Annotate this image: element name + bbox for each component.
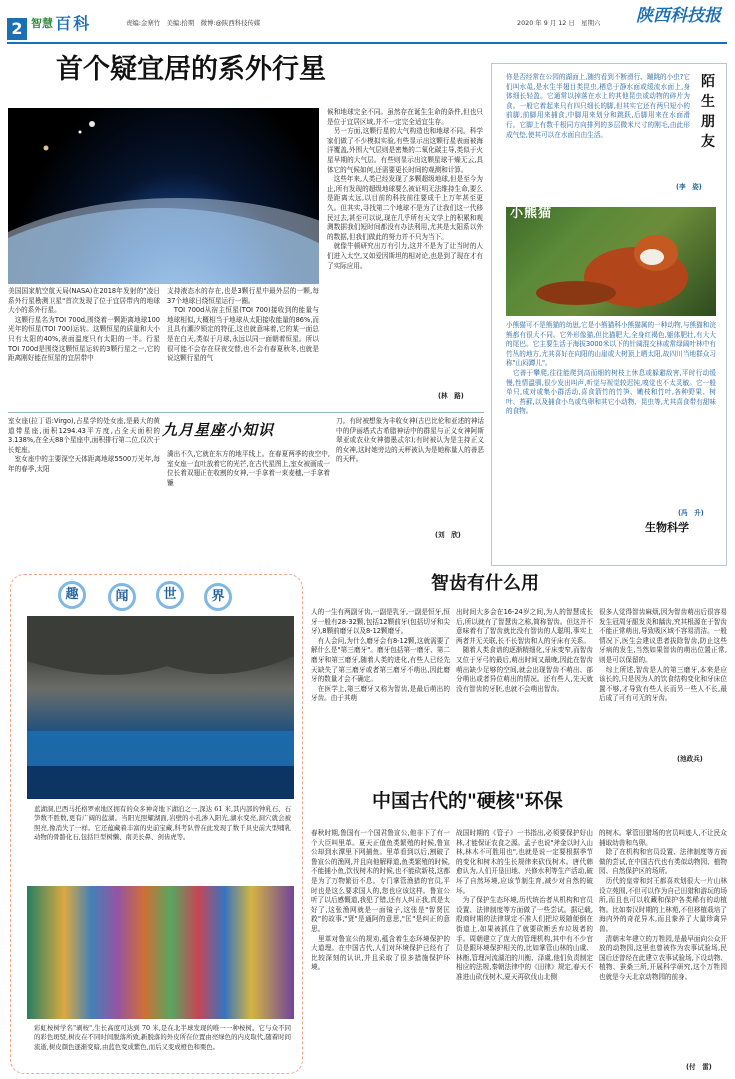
section-bai: 百 [55, 14, 72, 33]
sidebar-intro: 你是否经常在公园的湖面上,随约看到不断滑行、蹦跳的小虫?它们叫水黾,是水生半翅目类昆虫,栖息于静水面或缓流水面上,身体细长轻盈。它通常以掉落在水上的其他昆虫或动物的碎片为食。一般它着起来只有四只细长的脚,但其实它还有两只短小的前脚,前脚用来捕食,中脚用来划分和跳跃,后脚用来在水面滑行。它脚上有数千根同方向排列的多层微米尺寸的刚毛,由此形成气垫,使其可以在水面自由生活。 [506, 73, 690, 139]
section-label [31, 14, 121, 43]
section-zhihui: 智慧 [31, 17, 53, 30]
date-line: 2020 年 9 月 12 日 星期六 [517, 19, 601, 27]
planet-image [8, 108, 319, 284]
article3-col2: 出时间大多会在16-24岁之间,为人的智慧成长后,所以就有了智慧齿之称,简称智齿。但这并不意味着有了智齿就比没有智齿的人聪明,事实上两者并无关联,长不长智齿和人的牙床有关系。 随着人类食谱的逐渐精细化,牙床变窄,而智齿又位于牙弓的最后,萌出时间又最晚,因此在智齿萌出缺少足够的空间,就会出现智齿不萌出、部分萌出或者异位萌出的情况。还有些人,先天就没有智齿的牙胚,也就不会萌出智齿。 [456, 608, 593, 693]
article4-col2: 战国时期的《管子》一书指出,必须要保护好山林,才能保证农食之源。孟子也说"斧金以时入山林,林木不可胜用也",也就是说一定要根据季节的变化和树木的生长规律来砍伐树木。唐代韩愈认为,人们开垦田地、兴修水利等生产活动,破坏了自然环境,应该节制生育,减少对自然的破坏。 为了保护生态环境,历代统治者从机构和官员设置、法律制度等方面做了一些尝试。据记载,殷商时期的法律规定不准人们把垃圾随便倒在街道上,如果被抓住了就要砍断丢弃垃圾者的手。周朝建立了庞大的管理机构,其中有不少官员是跟环境保护相关的,比如掌管山林的山虞、林衡,管理河流湖泊的川衡、泽虞,他们负责制定相应的法规,秦朝法律中的《田律》规定,春天不准进山砍伐树木,夏天再砍伐山北侧 [456, 829, 593, 981]
article2-title: 九月星座小知识 [162, 421, 275, 439]
bio-science-label: 生物科学 [645, 521, 689, 534]
red-panda-illustration [506, 207, 716, 316]
article4-title: 中国古代的"硬核"环保 [372, 790, 563, 812]
fun-char-2: 闻 [108, 583, 136, 611]
fun-caption-2: 彩虹桉树学名"剥桉",生长高度可达到 70 米,是在北半球发现的唯一一种桉树。它与众不同的彩色斑驳,树皮在不同时间脱落所致,新脱落的外皮所在位置由亮绿色的内皮取代,随着时间流逝,树皮颜色逐渐变暗,由蓝色变成紫色,而后又变成橙色和栗色。 [34, 1024, 291, 1051]
article4-col1: 春秋时期,鲁国有一个国君鲁宣公,他非下了有一个大臣叫里革。夏天正值鱼类繁殖的时候,鲁宣公却到水潭里下网捕鱼。里革看到以后,割破了鲁宣公的渔网,并且向他解释道,鱼类繁殖的时候,不能捕小鱼,饮伐树木的时候,也不能砍新枝,这都是为了万物繁衍不息。专门掌管渔猎的官员,平时也是这么要求国人的,您也应该这样。鲁宣公听了以后感慨道,我犯了错,还有人纠正我,真是太好了,这张渔网就是一面镜子,这张是"智贤匡救"的故事,"贤"是通阿的意思,"匡"是纠正的意思。 里革对鲁宣公的规劝,蕴含着生态环境保护的大道理。在中国古代,人们对环境保护已经有了比较深刻的认识,并且采取了很多措施保护环境。 [311, 829, 450, 972]
article4-col3: 的树木。掌管田猎场的官员叫迹人,不让民众捕取幼兽和鸟卵。 除了在机构和官员设置、法律制度等方面做的尝试,在中国古代也有类似动物园、植物园、自然保护区的场所。 历代的皇帝和封王都喜欢划很大一片山林设立苑囿,不但可以作为自己田猎和游玩的场所,而且也可以收藏和保护各类稀有的动植物。比如秦汉时期的上林苑,不但移植栽培了海内外的奇花异木,而且豢养了大量珍禽异兽。 清朝末年建立的万牲园,是最早面向公众开放的动物园,这里也曾被作为农事试验场,民国后还曾经在此建立农事试验场,下设动物、植物、蚕桑三所,开展科学研究,这个万牲园也就是今天北京动物园的前身。 [599, 829, 727, 981]
article1-col3: 候和地球完全不同。虽然存在诞生生命的条件,但也只是位于宜居区域,并不一定完全适宜生存。 另一方面,这颗行星的大气构造也和地球不同。科学家们做了不少模拟实验,有些显示出这颗行星表面被海洋覆盖,外围大气层则是密集的二氧化碳主导,类似于火星早期的大气层。有些则显示出这颗星球干燥无云,具体它的气候如何,还需要更长时间的观测和计算。 这些年来,人类已经发现了多颗超级地球,但是至今为止,所有发现的超级地球要么被证明无法维持生命,要么是距离太远,以目前的科技前往要成千上万年甚至更久。但其实,寻找第二个地球不是为了让我们这一代移民过去,甚至可以说,现在几乎所有天文学上的积累和观测数据我们短时间都没有办法利用,尤其是太阳系以外的数据,但我们做此的努力并不只为当下。 就像牛顿研究出万有引力,这并不是为了让当时的人们进入太空,又如爱因斯坦的相对论,也是到了现在才有了实际应用。 [327, 108, 483, 270]
eucalyptus-illustration [27, 886, 294, 1019]
red-panda-image [506, 207, 716, 316]
rainbow-eucalyptus-image [27, 886, 294, 1019]
friend-char-1: 陌 [701, 74, 715, 90]
divider-1 [8, 412, 484, 413]
article3-col3: 很多人觉得智齿麻烦,因为智齿萌出后很容易发生冠周牙龈发炎和龋齿,究其根源在于智齿不能正常萌出,导致吸区域不容易清洁。一般情况下,医生会建议患者拔除智齿,防止这些牙病的发生,当然如果智齿的萌出位置正常,则是可以保留的。 综上所述,智齿是人的第三磨牙,本来是应该长的,只是因为人的饮食结构变化和牙床位置不够,才导致有些人长而另一些人不长,最后成了可有可无的牙齿。 [599, 608, 727, 703]
friend-char-4: 友 [701, 134, 715, 150]
fun-world-title [58, 581, 258, 613]
fun-char-4: 界 [204, 583, 232, 611]
panda-credit: (冯 升) [678, 509, 704, 517]
article3-title: 智齿有什么用 [431, 573, 539, 594]
fun-char-3: 世 [156, 581, 184, 609]
article4-credit: (付 雷) [686, 1063, 712, 1071]
header-rule [7, 42, 727, 44]
editor-line: 责编:金寨竹 美编:拾期 微博:@陕西科技传媒 [126, 19, 261, 27]
article2-col1: 室女座(拉丁语:Virgo),占星学的处女座,是最大的黄道带星座,面积1294.43平方度,占全天面积的3.138%,在全天88个星座中,面积排行第二位,仅次于长蛇座。 室女座中的主要深空天体距离地球5500万光年,每年的春季,太阳 [8, 417, 160, 473]
sidebar-intro-credit: (李 姿) [676, 183, 702, 191]
article3-col1: 人的一生有两副牙齿,一副是乳牙,一副是恒牙,恒牙一般有28-32颗,包括12颗前牙(包括切牙和尖牙),8颗前磨牙以及8-12颗磨牙。 有人会问,为什么磨牙会有8-12颗,这就需要了解什么是"第三磨牙"。磨牙包括第一磨牙、第二磨牙和第三磨牙,随着人类的进化,有些人已经先天缺失了第三磨牙或者第三磨牙不萌出,因此磨牙的数量才会不确定。 在医学上,第三磨牙又称为智齿,是最后萌出的牙齿。由于其萌 [311, 608, 450, 703]
panda-text: 小熊猫可不是熊猫的幼崽,它是小熊猫科小熊猫属的一种动物,与熊猫和浣熊都有很大不同。它外形像猫,但比猫肥大,全身红褐色,躯体肥壮,有大大的尾巴。它主要生活于海拔3000米以下的针阔混交林或常绿阔叶林中有竹丛的地方,尤其喜好在向阳的山崖或大树顶上晒太阳,故四川当地群众习称"山闷蹲儿"。 它善于攀爬,往往能爬到高而细的树枝上休息或躲避敌害,平时行动缓慢,性情温驯,很少发出叫声,听觉与视觉较迟钝,嗅觉也不太灵敏。它一般单只,成对或集小群活动,喜食箭竹的竹笋、嫩枝和竹叶,各种野果、树叶、苔藓,以及捕食小鸟或鸟卵和其它小动物、昆虫等,尤其喜食带有甜味的食物。 [506, 321, 716, 416]
planet-illustration [8, 108, 319, 284]
section-ke: 科 [73, 14, 90, 33]
article1-col1: 美国国家航空航天局(NASA)在2018年发射的"凌日系外行星勘测卫星"首次发现了位于宜居带内的地球大小的系外行星。 这颗行星名为TOI 700d,围绕着一颗距离地球100光年的恒星(TOI 700)运转。这颗恒星的质量和大小只有太阳的40%,表面温度只有太阳的一半。行星TOI 700d是围绕这颗恒星运转的3颗行星之一,它的距离刚好能在恒星的宜居带中 [8, 287, 160, 363]
panda-label: 小熊猫 [510, 206, 553, 221]
masthead: 陕西科技报 [636, 6, 721, 26]
stranger-friend-label [694, 72, 722, 152]
cave-illustration [27, 616, 294, 799]
fun-char-1: 趣 [58, 581, 86, 609]
friend-char-3: 朋 [701, 114, 715, 130]
page-number: 2 [7, 18, 27, 40]
article1-credit: (林 路) [438, 392, 464, 400]
article2-col3: 刀。有时被想象为丰收女神(古巴比伦和亚述的神话中的伊丽塔式古希腊神话中的群星与正义女神阿斯翠亚或农业女神德墨忒尔);有时被认为是主持正义的女神,这时她旁边的天秤被认为是她称量人的善恶的天秤。 [336, 417, 484, 464]
friend-char-2: 生 [701, 94, 715, 110]
article2-col2: 満出不久,它就在东方的地平线上。在春夏两季的夜空中,室女座一直吐放着它的光芒,在古代星图上,室女被画成一位长着双翅正在收割的女神,一手拿着一束麦穗,一手拿着镰 [167, 450, 330, 487]
article2-credit: (刘 欣) [435, 531, 461, 539]
article1-col2: 支持液态水的存在,也是3颗行星中最外层的一颗,每37个地球日绕恒星运行一圈。 TOI 700d从宿主恒星(TOI 700)接收到的能量与地球相似,大概相当于地球从太阳接收能量的86%,而且具有潮汐锁定的特征,这也就意味着,它的某一面总是在白天,类似于月球,永远以同一面朝着恒星。所以很可能不会存在昼夜交替,也不会有春夏秋冬,也就是说这颗行星的气 [167, 287, 319, 363]
article1-title: 首个疑宜居的系外行星 [56, 54, 326, 85]
blue-lake-cave-image [27, 616, 294, 799]
fun-caption-1: 蓝湖洞,巴西马托格罗索地区拥有的众多神奇地下湖泊之一,深达 61 米,其内部的钟乳石、石笋数不胜数,更有广阔的蓝湖。当阳光照耀湖面,岩壁的小孔渗入阳光,湖水变亮,洞穴就会被照亮,像消失了一样。它还蕴藏着丰富的史前宝藏,科考队曾在此发现了数千具史前大型哺乳动物的骨骼化石,包括巨型树懒、南美长鼻、剑齿虎等。 [34, 805, 291, 842]
article3-credit: (池政兵) [677, 755, 703, 763]
